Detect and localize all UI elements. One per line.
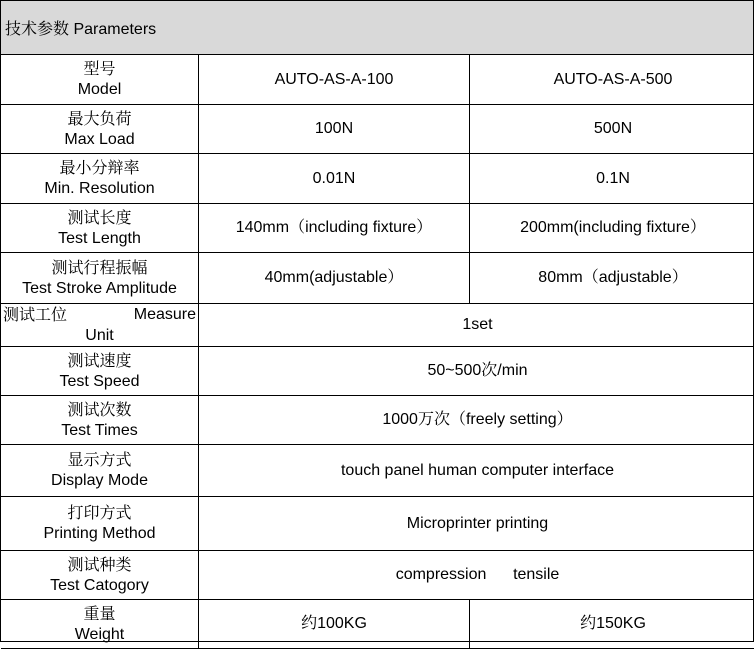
table-row xyxy=(1,395,754,444)
cell-value: 0.1N xyxy=(470,153,754,203)
row-label: 显示方式 Display Mode xyxy=(1,444,199,496)
table-row xyxy=(1,104,754,153)
row-label: 测试速度 Test Speed xyxy=(1,346,199,395)
row-label: 打印方式 Printing Method xyxy=(1,496,199,550)
table-row xyxy=(1,599,754,648)
cell-value: 500N xyxy=(470,104,754,153)
cell-value: compression tensile xyxy=(199,550,754,599)
cell-value: 50~500次/min xyxy=(199,346,754,395)
cell-value: 1000万次（freely setting） xyxy=(199,395,754,444)
cell-value: AUTO-AS-A-500 xyxy=(470,55,754,104)
cell-value: 约100KG xyxy=(199,599,470,648)
row-label: 最小分辩率 Min. Resolution xyxy=(1,153,199,203)
cell-value: 40mm(adjustable） xyxy=(199,252,470,303)
cell-value: 约150KG xyxy=(470,599,754,648)
row-label: 型号 Model xyxy=(1,55,199,104)
table-row xyxy=(1,444,754,496)
row-label: 重量 Weight xyxy=(1,599,199,648)
table-row xyxy=(1,203,754,252)
table-row xyxy=(1,496,754,550)
cell-value: AUTO-AS-A-100 xyxy=(199,55,470,104)
row-label: 测试种类 Test Catogory xyxy=(1,550,199,599)
row-label: 测试行程振幅 Test Stroke Amplitude xyxy=(1,252,199,303)
cell-value: touch panel human computer interface xyxy=(199,444,754,496)
table-row xyxy=(1,153,754,203)
cell-value: 0.01N xyxy=(199,153,470,203)
cell-value: 100N xyxy=(199,104,470,153)
table-header xyxy=(1,1,753,55)
table-row xyxy=(1,252,754,303)
table-row xyxy=(1,346,754,395)
row-label: 测试工位 Measure Unit xyxy=(1,303,199,346)
cell-value: 80mm（adjustable） xyxy=(470,252,754,303)
parameters-table xyxy=(1,55,754,649)
cell-value: 200mm(including fixture） xyxy=(470,203,754,252)
row-label: 测试长度 Test Length xyxy=(1,203,199,252)
table-title: 技术参数 Parameters xyxy=(1,16,156,39)
row-label: 最大负荷 Max Load xyxy=(1,104,199,153)
table-row xyxy=(1,55,754,104)
cell-value: Microprinter printing xyxy=(199,496,754,550)
table-row xyxy=(1,550,754,599)
cell-value: 1set xyxy=(199,303,754,346)
cell-value: 140mm（including fixture） xyxy=(199,203,470,252)
table-row xyxy=(1,303,754,346)
row-label: 测试次数 Test Times xyxy=(1,395,199,444)
